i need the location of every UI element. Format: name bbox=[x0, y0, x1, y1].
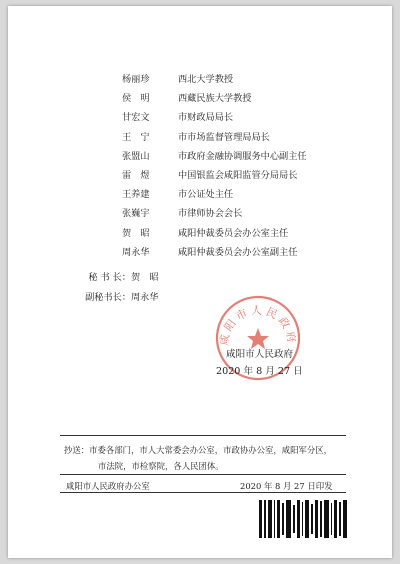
member-row bbox=[122, 204, 307, 223]
member-name: 甘宏文 bbox=[122, 112, 150, 124]
member-row bbox=[122, 108, 307, 127]
seal-text: 咸阳市人民政府 bbox=[217, 304, 299, 347]
footer-print-date: 2020 年 8 月 27 日印发 bbox=[240, 481, 333, 491]
cc-line bbox=[64, 458, 354, 474]
member-row bbox=[122, 185, 307, 204]
member-title: 市公证处主任 bbox=[178, 189, 234, 201]
cc-recipients-1: 市委各部门，市人大常委会办公室，市政协办公室，咸阳军分区， bbox=[89, 445, 332, 455]
issue-date: 2020 年 8 月 27 日 bbox=[216, 366, 303, 377]
secretary-name: 周永华 bbox=[131, 292, 159, 303]
member-row bbox=[122, 128, 307, 147]
member-name: 王养建 bbox=[122, 189, 150, 201]
member-title: 西北大学教授 bbox=[178, 74, 234, 85]
divider bbox=[60, 492, 346, 493]
member-title: 中国银监会咸阳监管分局局长 bbox=[178, 169, 298, 181]
divider bbox=[60, 435, 346, 436]
cc-line bbox=[64, 442, 354, 458]
footer-office: 咸阳市人民政府办公室 bbox=[66, 481, 150, 491]
member-title: 市律师协会会长 bbox=[178, 208, 243, 220]
member-row bbox=[122, 89, 307, 108]
cc-label: 抄送： bbox=[64, 445, 90, 455]
member-row bbox=[122, 243, 307, 262]
member-title: 西藏民族大学教授 bbox=[178, 93, 252, 105]
member-name: 贺 昭 bbox=[122, 227, 150, 239]
member-name: 侯 明 bbox=[122, 93, 150, 105]
member-name: 杨丽珍 bbox=[122, 74, 150, 85]
member-title: 咸阳仲裁委员会办公室副主任 bbox=[178, 246, 298, 258]
member-name: 张盟山 bbox=[122, 150, 150, 162]
member-row bbox=[122, 224, 307, 243]
member-row bbox=[122, 166, 307, 185]
secretary-list bbox=[76, 268, 159, 308]
member-name: 王 宁 bbox=[122, 131, 150, 143]
secretary-name: 贺 昭 bbox=[131, 272, 159, 283]
member-list bbox=[122, 70, 307, 262]
member-name: 张巍宇 bbox=[122, 208, 150, 220]
member-name: 雷 煜 bbox=[122, 169, 150, 181]
secretary-label: 秘 书 长： bbox=[88, 272, 131, 283]
cc-block bbox=[64, 442, 354, 474]
secretary-row bbox=[76, 268, 159, 288]
secretary-row bbox=[76, 288, 159, 308]
secretary-label: 副秘书长： bbox=[85, 292, 131, 303]
qr-barcode-icon bbox=[258, 499, 350, 539]
divider bbox=[60, 474, 346, 475]
member-row bbox=[122, 70, 307, 89]
member-title: 咸阳仲裁委员会办公室主任 bbox=[178, 227, 289, 239]
issuer-signature: 咸阳市人民政府 bbox=[226, 349, 294, 360]
member-name: 周永华 bbox=[122, 246, 150, 258]
member-title: 市市场监督管理局局长 bbox=[178, 131, 270, 143]
cc-recipients-2: 市法院，市检察院，各人民团体。 bbox=[98, 461, 224, 471]
document-page bbox=[8, 6, 392, 558]
member-title: 市财政局局长 bbox=[178, 112, 234, 124]
member-row bbox=[122, 147, 307, 166]
member-title: 市政府金融协调服务中心副主任 bbox=[178, 150, 307, 162]
